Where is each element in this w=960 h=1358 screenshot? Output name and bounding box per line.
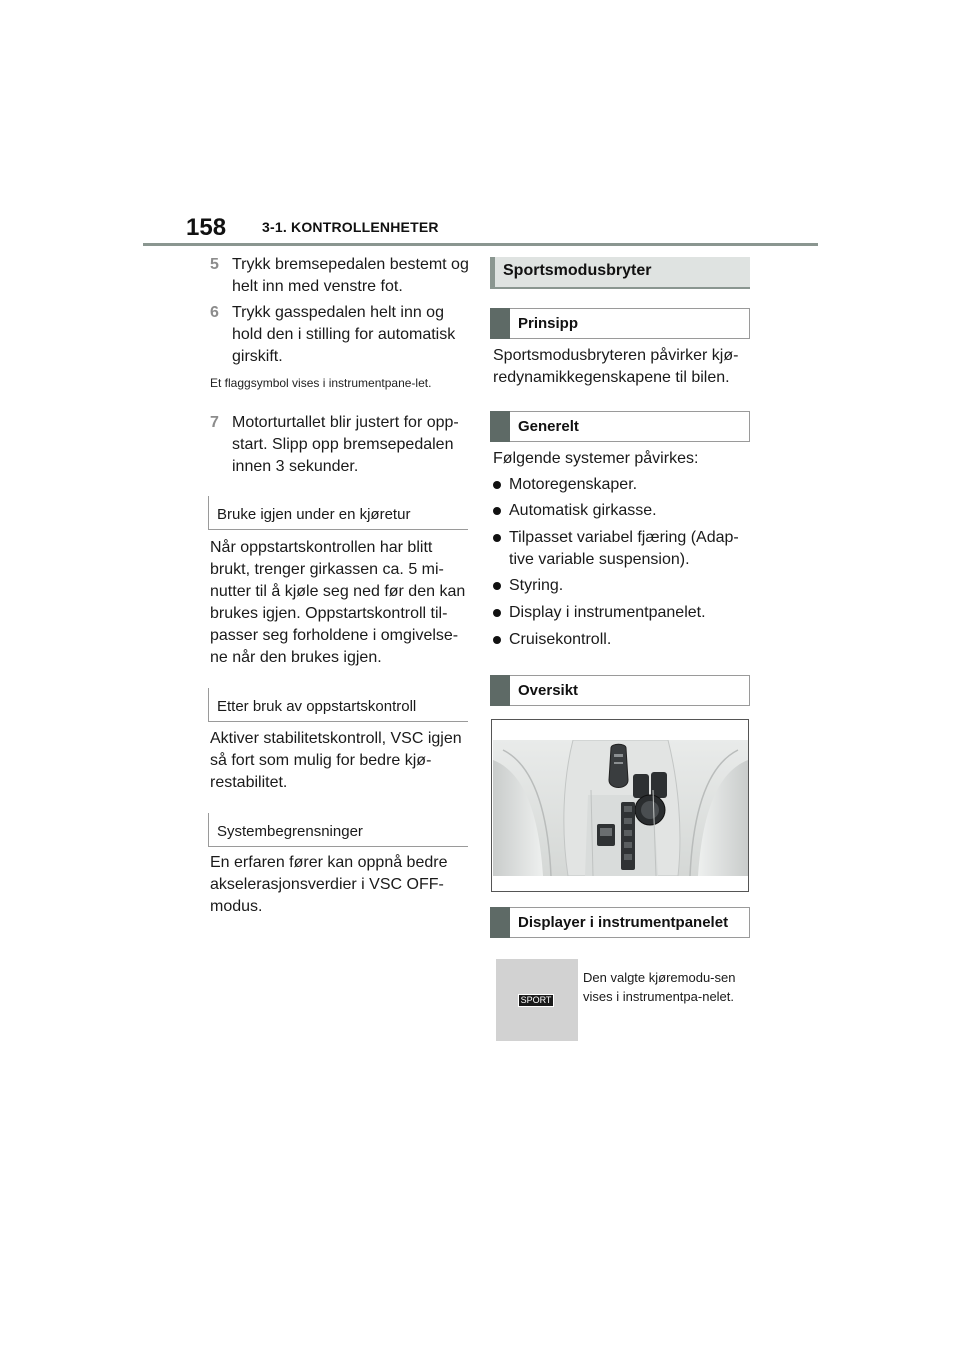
generelt-intro: Følgende systemer påvirkes: [493,450,699,467]
subheading-limitations: Systembegrensninger [208,813,468,847]
bullet-dot [493,507,501,515]
chapter-title: 3-1. KONTROLLENHETER [262,219,439,235]
list-item-text: Tilpasset variabel fjæring (Adap-tive variable suspension). [509,529,739,568]
reuse-paragraph: Når oppstartskontrollen har blitt brukt, trenger girkassen ca. 5 mi-nutter til å kjøle seg ned før den kan brukes igjen. Oppstartskontroll til-passer seg forholdene i omgivelse-ne når den brukes igjen. [210,539,466,666]
sport-indicator-image [496,959,578,1041]
bullet-dot [493,609,501,617]
list-item-text: Styring. [509,577,564,594]
limitations-paragraph: En erfaren fører kan oppnå bedre akselerasjonsverdier i VSC OFF-modus. [210,854,448,915]
box-heading-text: Prinsipp [518,315,579,332]
step-text: Trykk bremsepedalen bestemt og helt inn med venstre fot. [232,256,469,295]
console-illustration-frame [491,719,749,892]
step-text: Motorturtallet blir justert for opp-start. Slipp opp bremsepedalen innen 3 sekunder. [232,414,459,475]
step-text: Trykk gasspedalen helt inn og hold den i stilling for automatisk girskift. [232,304,456,365]
list-item [493,500,751,522]
bullet-dot [493,582,501,590]
bullet-dot [493,481,501,489]
box-heading-displayer [490,907,750,938]
sport-indicator-caption: Den valgte kjøremodu-sen vises i instrumentpa-nelet. [583,970,736,1004]
step-7 [210,412,472,478]
center-console-image [493,740,748,876]
step-6 [210,302,472,368]
list-item [493,527,751,571]
section-heading-sport-mode [490,257,750,289]
heading-block [490,675,510,706]
step-5 [210,254,472,298]
subheading-after-use: Etter bruk av oppstartskontroll [208,688,468,722]
box-heading-text: Generelt [518,418,579,435]
subheading-reuse: Bruke igjen under en kjøretur [208,496,468,530]
page-number: 158 [186,214,227,241]
after-use-paragraph: Aktiver stabilitetskontroll, VSC igjen så fort som mulig for bedre kjø-restabilitet. [210,730,462,791]
flag-symbol-note: Et flaggsymbol vises i instrumentpane-let. [210,376,432,390]
section-heading-text: Sportsmodusbryter [503,262,652,279]
list-item [493,575,751,597]
box-heading-prinsipp [490,308,750,339]
heading-block [490,907,510,938]
list-item [493,602,751,624]
bullet-dot [493,636,501,644]
list-item-text: Automatisk girkasse. [509,502,657,519]
list-item [493,629,751,651]
list-item-text: Cruisekontroll. [509,631,612,648]
box-heading-generelt [490,411,750,442]
sport-badge: SPORT [518,994,554,1007]
list-item-text: Motoregenskaper. [509,476,638,493]
box-heading-oversikt [490,675,750,706]
list-item [493,474,751,496]
prinsipp-paragraph: Sportsmodusbryteren påvirker kjø-redynamikkegenskapene til bilen. [493,347,739,386]
heading-block [490,308,510,339]
heading-block [490,411,510,442]
bullet-dot [493,534,501,542]
box-heading-text: Oversikt [518,682,579,699]
list-item-text: Display i instrumentpanelet. [509,604,706,621]
step-number: 6 [210,304,219,321]
step-number: 7 [210,414,219,431]
step-number: 5 [210,256,219,273]
heading-accent-bar [490,257,495,287]
header-rule [143,243,818,246]
box-heading-text: Displayer i instrumentpanelet [518,914,729,931]
